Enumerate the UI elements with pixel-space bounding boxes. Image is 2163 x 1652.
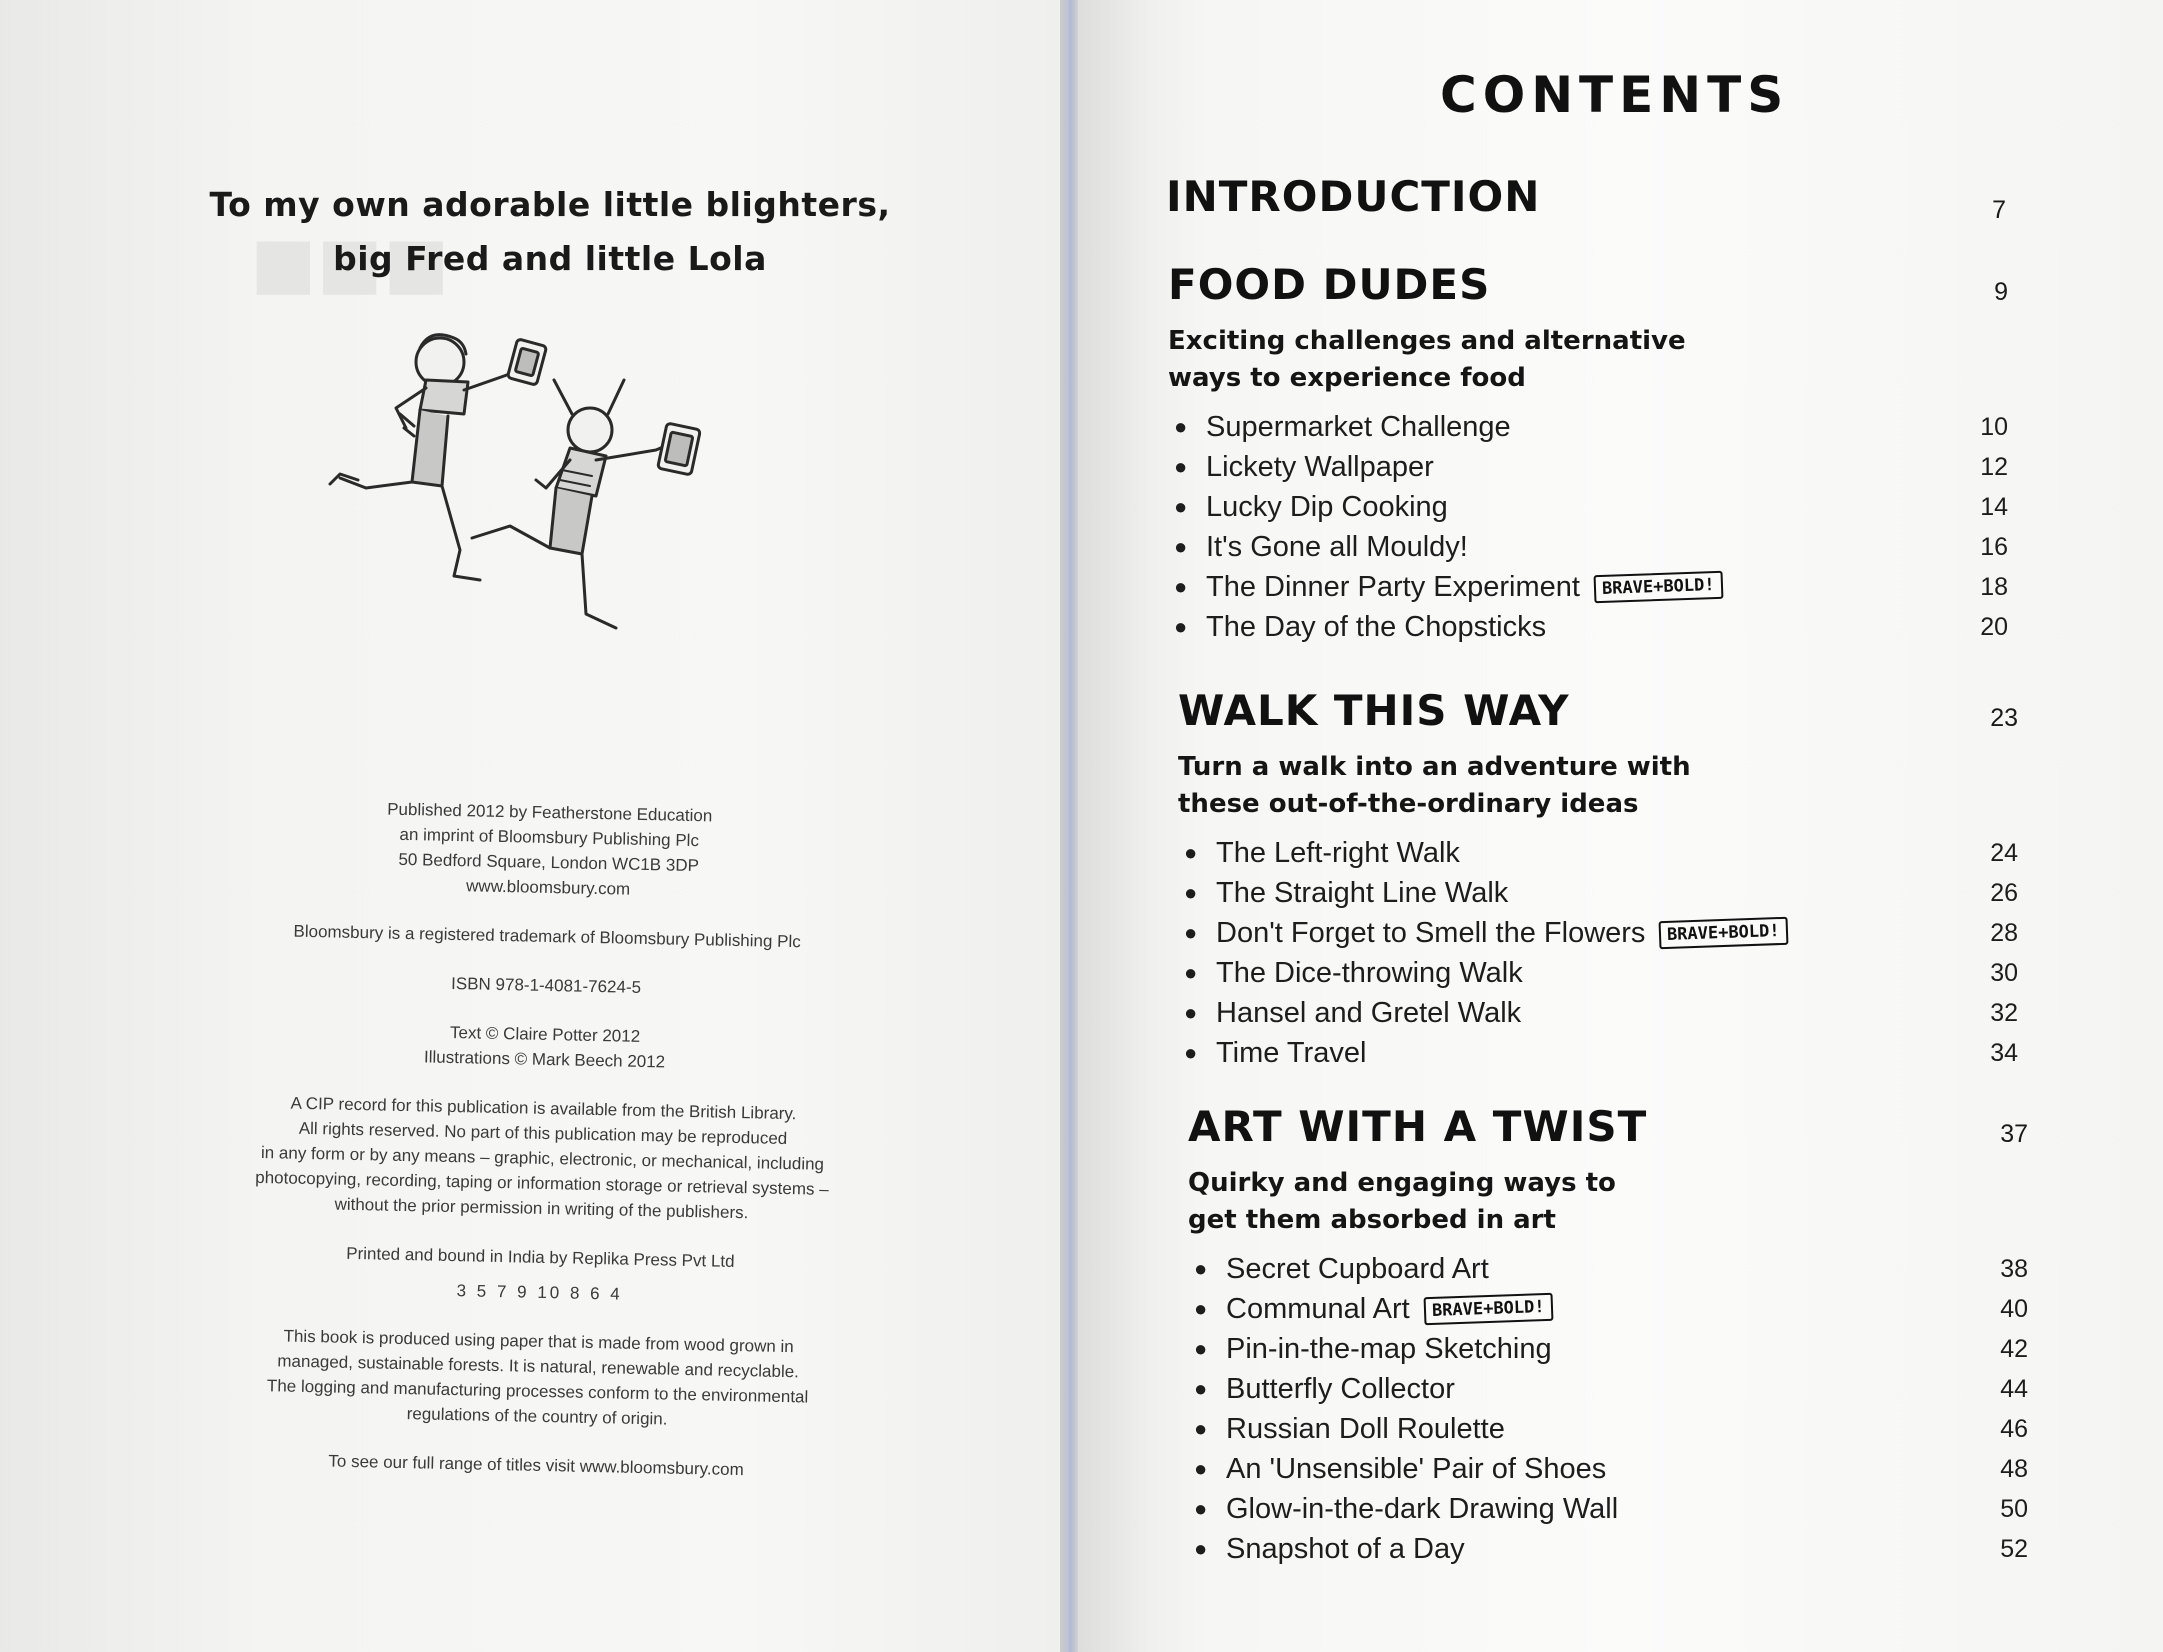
toc-item-label: The Dinner Party Experiment	[1206, 571, 1580, 603]
brave-bold-badge: BRAVE+BOLD!	[1659, 917, 1788, 949]
toc-section-food-dudes	[1168, 260, 2028, 647]
toc-item-page: 50	[2000, 1495, 2028, 1523]
toc-item-label: The Straight Line Walk	[1216, 877, 1509, 909]
toc-item-page: 20	[1980, 613, 2008, 641]
brave-bold-badge: BRAVE+BOLD!	[1423, 1293, 1552, 1325]
toc-item-list	[1178, 833, 2038, 1073]
toc-item-label: Time Travel	[1216, 1037, 1367, 1069]
website-notice: To see our full range of titles visit www.bloomsbury.com	[328, 1451, 744, 1480]
toc-item	[1188, 1489, 2048, 1529]
toc-item-label: Secret Cupboard Art	[1226, 1253, 1489, 1285]
print-run: 3 5 7 9 10 8 6 4	[456, 1281, 623, 1304]
toc-item	[1168, 607, 2028, 647]
bullet-icon: ●	[1194, 1416, 1208, 1441]
toc-item	[1168, 527, 2028, 567]
imprint-block	[205, 793, 880, 1509]
toc-item-page: 48	[2000, 1455, 2028, 1483]
cip-line: All rights reserved. No part of this publication may be reproduced	[298, 1118, 788, 1149]
section-subtitle	[1188, 1165, 1788, 1239]
subtitle-line: Quirky and engaging ways to	[1188, 1168, 1616, 1198]
paper-line: regulations of the country of origin.	[406, 1404, 668, 1429]
section-subtitle	[1168, 323, 1768, 397]
toc-item-page: 30	[1990, 959, 2018, 987]
dedication	[190, 178, 910, 286]
toc-item	[1168, 487, 2028, 527]
bleed-through-decor: ■■■	[250, 202, 450, 325]
toc-item-page: 16	[1980, 533, 2008, 561]
section-page-number: 37	[2000, 1120, 2028, 1148]
cip-line: A CIP record for this publication is available from the British Library.	[290, 1093, 797, 1124]
fold-shadow	[1060, 0, 1150, 1652]
bullet-icon: ●	[1184, 920, 1198, 945]
bullet-icon: ●	[1194, 1376, 1208, 1401]
toc-item-page: 24	[1990, 839, 2018, 867]
printed-line: Printed and bound in India by Replika Press Pvt Ltd	[346, 1243, 735, 1271]
toc-item	[1178, 873, 2038, 913]
section-title: WALK THIS WAY	[1178, 686, 1570, 735]
toc-item	[1178, 1033, 2038, 1073]
bullet-icon: ●	[1194, 1296, 1208, 1321]
subtitle-line: these out-of-the-ordinary ideas	[1178, 789, 1639, 819]
section-page-number: 9	[1994, 278, 2008, 306]
toc-item	[1178, 953, 2038, 993]
credit-line: Text © Claire Potter 2012	[449, 1022, 641, 1046]
toc-item-page: 32	[1990, 999, 2018, 1027]
toc-item	[1168, 567, 2028, 607]
bullet-icon: ●	[1184, 1040, 1198, 1065]
publisher-line: an imprint of Bloomsbury Publishing Plc	[399, 824, 700, 851]
paper-line: managed, sustainable forests. It is natural, renewable and recyclable.	[277, 1351, 800, 1382]
contents-title: CONTENTS	[1440, 66, 1790, 124]
section-title: ART WITH A TWIST	[1188, 1102, 1648, 1151]
toc-item-label: The Day of the Chopsticks	[1206, 611, 1547, 643]
toc-item-page: 10	[1980, 413, 2008, 441]
publisher-info	[218, 793, 880, 907]
toc-item-label: The Dice-throwing Walk	[1216, 957, 1523, 989]
toc-item-label: Snapshot of a Day	[1226, 1533, 1465, 1565]
toc-item-page: 14	[1980, 493, 2008, 521]
toc-item	[1188, 1449, 2048, 1489]
toc-item-label: Lickety Wallpaper	[1206, 451, 1434, 483]
dedication-line: To my own adorable little blighters,	[209, 185, 891, 224]
paper-line: The logging and manufacturing processes conform to the environmental	[266, 1376, 809, 1407]
toc-item-label: Lucky Dip Cooking	[1206, 491, 1448, 523]
toc-item-page: 26	[1990, 879, 2018, 907]
toc-item	[1188, 1249, 2048, 1289]
toc-item-page: 42	[2000, 1335, 2028, 1363]
bullet-icon: ●	[1184, 960, 1198, 985]
toc-item	[1188, 1369, 2048, 1409]
toc-item	[1188, 1329, 2048, 1369]
section-subtitle	[1178, 749, 1778, 823]
bullet-icon: ●	[1194, 1496, 1208, 1521]
toc-item-label: Glow-in-the-dark Drawing Wall	[1226, 1493, 1619, 1525]
toc-item	[1188, 1289, 2048, 1329]
toc-item-list	[1188, 1249, 2048, 1569]
toc-item-label: Pin-in-the-map Sketching	[1226, 1333, 1552, 1365]
bullet-icon: ●	[1194, 1256, 1208, 1281]
isbn: ISBN 978-1-4081-7624-5	[450, 973, 642, 997]
toc-item	[1188, 1529, 2048, 1569]
bullet-icon: ●	[1184, 840, 1198, 865]
bullet-icon: ●	[1184, 880, 1198, 905]
cip-notice	[211, 1089, 873, 1228]
paper-notice	[207, 1322, 869, 1436]
bullet-icon: ●	[1174, 574, 1188, 599]
bullet-icon: ●	[1174, 614, 1188, 639]
toc-item-label: An 'Unsensible' Pair of Shoes	[1226, 1453, 1607, 1485]
cip-line: photocopying, recording, taping or information storage or retrieval systems –	[255, 1167, 829, 1199]
toc-item	[1178, 833, 2038, 873]
toc-item-page: 52	[2000, 1535, 2028, 1563]
cip-line: without the prior permission in writing of the publishers.	[334, 1194, 749, 1223]
toc-item-page: 34	[1990, 1039, 2018, 1067]
subtitle-line: Exciting challenges and alternative	[1168, 326, 1686, 356]
trademark-notice: Bloomsbury is a registered trademark of Bloomsbury Publishing Plc	[293, 921, 801, 952]
section-title: FOOD DUDES	[1168, 260, 1491, 309]
toc-item-list	[1168, 407, 2028, 647]
subtitle-line: Turn a walk into an adventure with	[1178, 752, 1691, 782]
section-page-number: 23	[1990, 704, 2018, 732]
credit-line: Illustrations © Mark Beech 2012	[423, 1047, 666, 1072]
toc-section-walk-this-way	[1178, 686, 2038, 1073]
toc-item	[1178, 913, 2038, 953]
subtitle-line: ways to experience food	[1168, 363, 1526, 393]
cip-line: in any form or by any means – graphic, electronic, or mechanical, including	[260, 1143, 825, 1174]
bullet-icon: ●	[1184, 1000, 1198, 1025]
toc-item-label: Communal Art	[1226, 1293, 1410, 1325]
toc-item-page: 38	[2000, 1255, 2028, 1283]
toc-item	[1168, 407, 2028, 447]
toc-item-label: Hansel and Gretel Walk	[1216, 997, 1522, 1029]
running-children-illustration	[300, 320, 770, 670]
section-title: INTRODUCTION	[1166, 172, 1541, 221]
credits	[214, 1015, 875, 1079]
toc-item-page: 18	[1980, 573, 2008, 601]
toc-item-label: Russian Doll Roulette	[1226, 1413, 1505, 1445]
toc-item	[1188, 1409, 2048, 1449]
toc-item-label: The Left-right Walk	[1216, 837, 1460, 869]
toc-item-label: It's Gone all Mouldy!	[1206, 531, 1468, 563]
bullet-icon: ●	[1174, 414, 1188, 439]
printed-notice	[209, 1238, 870, 1312]
toc-item-label: Don't Forget to Smell the Flowers	[1216, 917, 1646, 949]
bullet-icon: ●	[1174, 534, 1188, 559]
publisher-line: 50 Bedford Square, London WC1B 3DP	[398, 849, 700, 876]
bullet-icon: ●	[1174, 454, 1188, 479]
subtitle-line: get them absorbed in art	[1188, 1205, 1556, 1235]
toc-section-art-with-a-twist	[1188, 1102, 2048, 1569]
publisher-line: Published 2012 by Featherstone Education	[387, 799, 713, 826]
toc-item-page: 12	[1980, 453, 2008, 481]
toc-item	[1178, 993, 2038, 1033]
toc-section-introduction	[1166, 172, 2026, 224]
dedication-line: big Fred and little Lola	[333, 239, 767, 278]
brave-bold-badge: BRAVE+BOLD!	[1593, 571, 1722, 603]
bullet-icon: ●	[1194, 1536, 1208, 1561]
publisher-line: www.bloomsbury.com	[465, 876, 631, 899]
toc-item-label: Supermarket Challenge	[1206, 411, 1511, 443]
paper-line: This book is produced using paper that is made from wood grown in	[283, 1326, 794, 1357]
toc-item-page: 40	[2000, 1295, 2028, 1323]
bullet-icon: ●	[1174, 494, 1188, 519]
bullet-icon: ●	[1194, 1336, 1208, 1361]
toc-item-page: 44	[2000, 1375, 2028, 1403]
toc-item-label: Butterfly Collector	[1226, 1373, 1455, 1405]
bullet-icon: ●	[1194, 1456, 1208, 1481]
section-page-number: 7	[1992, 196, 2006, 224]
toc-item	[1168, 447, 2028, 487]
toc-item-page: 28	[1990, 919, 2018, 947]
toc-item-page: 46	[2000, 1415, 2028, 1443]
